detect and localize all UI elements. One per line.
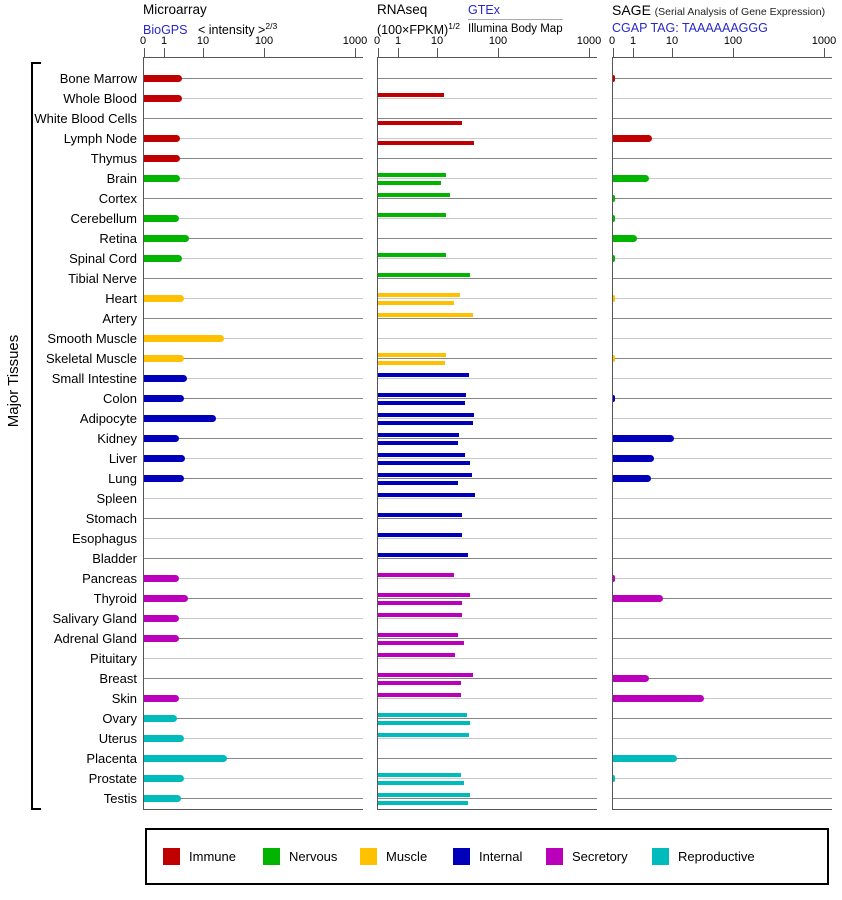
gridline [378, 558, 597, 559]
expression-bar-illumina [378, 141, 474, 146]
tissue-label: Ovary [102, 710, 137, 726]
gridline [378, 538, 597, 539]
rnaseq-title: RNAseq [377, 2, 428, 17]
expression-bar-sage [613, 395, 615, 402]
tissue-label: Spleen [96, 490, 137, 506]
gridline [613, 258, 832, 259]
gridline [378, 458, 597, 459]
legend-label: Reproductive [678, 849, 755, 864]
tissue-label: Lung [108, 470, 137, 486]
axis-tick-label: 10 [430, 35, 444, 47]
tissue-label: Stomach [85, 510, 137, 526]
gridline [613, 338, 832, 339]
gridline [613, 738, 832, 739]
gridline [378, 638, 597, 639]
legend-swatch-secretory [546, 848, 563, 865]
gridline [613, 778, 832, 779]
expression-bar-gtex [378, 173, 446, 178]
microarray-title: Microarray [143, 2, 207, 17]
major-tissues-label: Major Tissues [5, 334, 22, 428]
expression-bar-microarray [144, 255, 182, 262]
tissue-label: Adrenal Gland [53, 630, 137, 646]
gridline [613, 298, 832, 299]
tissue-label: Cortex [98, 190, 137, 206]
gridline [613, 398, 832, 399]
expression-bar-microarray [144, 755, 227, 762]
legend [145, 828, 829, 885]
tissue-label: Bone Marrow [59, 70, 137, 86]
axis-tick [164, 48, 165, 58]
expression-bar-microarray [144, 435, 179, 442]
expression-bar-gtex [378, 513, 462, 518]
gridline [378, 678, 597, 679]
expression-bar-gtex [378, 553, 468, 558]
gridline [378, 338, 597, 339]
axis-tick-label: 100 [254, 35, 274, 47]
expression-bar-gtex [378, 713, 467, 718]
expression-bar-gtex [378, 253, 446, 258]
gridline [144, 278, 363, 279]
expression-bar-gtex [378, 693, 461, 698]
gridline [613, 658, 832, 659]
gridline [613, 538, 832, 539]
tissue-label: Thyroid [93, 590, 137, 606]
axis-tick [144, 48, 145, 58]
tissue-bracket-bottom [31, 808, 41, 810]
gridline [378, 698, 597, 699]
expression-bar-gtex [378, 373, 469, 378]
gridline [613, 198, 832, 199]
gridline [378, 718, 597, 719]
expression-bar-sage [613, 455, 654, 462]
gridline [378, 298, 597, 299]
tissue-label: Prostate [88, 770, 137, 786]
axis-tick-label: 0 [373, 35, 381, 47]
gridline [378, 618, 597, 619]
tissue-label: Esophagus [71, 530, 137, 546]
expression-bar-microarray [144, 395, 184, 402]
gridline [613, 718, 832, 719]
gridline [378, 578, 597, 579]
expression-bar-illumina [378, 181, 441, 186]
tissue-label: Spinal Cord [69, 250, 137, 266]
gridline [613, 498, 832, 499]
legend-label: Internal [479, 849, 523, 864]
axis-tick [264, 48, 265, 58]
expression-bar-gtex [378, 653, 455, 658]
gridline [613, 378, 832, 379]
expression-bar-sage [613, 775, 615, 782]
gridline [378, 738, 597, 739]
gridline [144, 678, 363, 679]
gridline [144, 318, 363, 319]
expression-bar-illumina [378, 781, 464, 786]
tissue-label: Salivary Gland [52, 610, 137, 626]
axis-tick-label: 100 [723, 35, 743, 47]
expression-bar-gtex [378, 733, 469, 738]
expression-bar-illumina [378, 361, 445, 366]
expression-bar-microarray [144, 335, 224, 342]
expression-bar-gtex [378, 493, 475, 498]
expression-bar-microarray [144, 455, 185, 462]
gridline [378, 658, 597, 659]
tissue-label: Breast [99, 670, 137, 686]
gridline [378, 178, 597, 179]
tissue-label: Tibial Nerve [68, 270, 137, 286]
expression-bar-sage [613, 175, 649, 182]
sage-title: SAGE [612, 2, 651, 18]
axis-tick [498, 48, 499, 58]
expression-bar-microarray [144, 735, 184, 742]
sage-header [612, 2, 825, 36]
expression-bar-sage [613, 195, 615, 202]
gridline [613, 278, 832, 279]
expression-bar-gtex [378, 193, 450, 198]
expression-bar-illumina [378, 421, 473, 426]
expression-bar-microarray [144, 415, 216, 422]
gridline [613, 358, 832, 359]
axis-tick-label: 1 [629, 35, 637, 47]
expression-bar-microarray [144, 375, 187, 382]
biogps-link[interactable]: BioGPS [143, 23, 188, 38]
gridline [144, 658, 363, 659]
gridline [613, 418, 832, 419]
expression-bar-illumina [378, 401, 465, 406]
expression-bar-illumina [378, 601, 462, 606]
expression-bar-gtex [378, 673, 473, 678]
legend-swatch-internal [453, 848, 470, 865]
tissue-label: Cerebellum [70, 210, 137, 226]
expression-bar-illumina [378, 681, 461, 686]
expression-bar-microarray [144, 715, 177, 722]
legend-label: Muscle [386, 849, 428, 864]
illumina-body-map-label: Illumina Body Map [468, 23, 563, 35]
expression-bar-gtex [378, 413, 474, 418]
tissue-label: Whole Blood [63, 90, 137, 106]
tissue-label: Pituitary [90, 650, 137, 666]
expression-bar-microarray [144, 635, 179, 642]
expression-bar-gtex [378, 533, 462, 538]
legend-label: Immune [189, 849, 236, 864]
axis-tick [398, 48, 399, 58]
expression-bar-gtex [378, 293, 460, 298]
legend-swatch-muscle [360, 848, 377, 865]
expression-bar-microarray [144, 795, 181, 802]
gtex-underline [468, 19, 563, 20]
microarray-header [143, 2, 277, 38]
gridline [378, 98, 597, 99]
sage-note: (Serial Analysis of Gene Expression) [654, 6, 826, 18]
tissue-label: Lymph Node [63, 130, 137, 146]
axis-tick-label: 100 [488, 35, 508, 47]
axis-tick-label: 0 [139, 35, 147, 47]
expression-bar-gtex [378, 273, 470, 278]
tissue-label: Adipocyte [79, 410, 137, 426]
gridline [378, 438, 597, 439]
expression-bar-illumina [378, 641, 464, 646]
expression-bar-microarray [144, 355, 184, 362]
expression-bar-gtex [378, 393, 466, 398]
axis-tick [355, 48, 356, 58]
gridline [378, 498, 597, 499]
gridline [144, 538, 363, 539]
gridline [378, 358, 597, 359]
gridline [378, 518, 597, 519]
gridline [613, 558, 832, 559]
expression-bar-sage [613, 475, 651, 482]
expression-bar-microarray [144, 295, 184, 302]
rnaseq-header [377, 2, 460, 38]
expression-bar-sage [613, 295, 615, 302]
axis-tick-label: 1 [160, 35, 168, 47]
expression-bar-microarray [144, 615, 179, 622]
axis-tick-label: 1000 [811, 35, 837, 47]
cgap-link[interactable]: CGAP [612, 21, 648, 35]
gridline [613, 158, 832, 159]
expression-bar-microarray [144, 475, 184, 482]
gridline [378, 478, 597, 479]
expression-bar-gtex [378, 353, 446, 358]
axis-tick-label: 10 [196, 35, 210, 47]
axis-tick [633, 48, 634, 58]
expression-bar-illumina [378, 481, 458, 486]
expression-bar-illumina [378, 721, 470, 726]
legend-label: Nervous [289, 849, 338, 864]
axis-tick-label: 0 [608, 35, 616, 47]
tissue-label: Bladder [92, 550, 137, 566]
expression-bar-illumina [378, 441, 458, 446]
expression-bar-gtex [378, 93, 444, 98]
axis-tick [672, 48, 673, 58]
gridline [613, 238, 832, 239]
expression-bar-sage [613, 235, 637, 242]
gridline [613, 578, 832, 579]
expression-bar-gtex [378, 573, 454, 578]
microarray-panel [139, 35, 368, 810]
gridline [378, 158, 597, 159]
expression-bar-gtex [378, 633, 458, 638]
tissue-label: Thymus [90, 150, 137, 166]
expression-bar-sage [613, 255, 615, 262]
expression-bar-gtex [378, 453, 465, 458]
legend-swatch-immune [163, 848, 180, 865]
expression-bar-microarray [144, 215, 179, 222]
expression-bar-microarray [144, 235, 189, 242]
expression-bar-microarray [144, 135, 180, 142]
tissue-label: Skin [111, 690, 137, 706]
tissue-label: Brain [106, 170, 137, 186]
rnaseq-scale-label: (100×FPKM)$^{1/2}$ [377, 21, 461, 38]
tissue-label: Colon [103, 390, 137, 406]
tissue-label: Liver [108, 450, 137, 466]
axis-tick [437, 48, 438, 58]
axis-tick [733, 48, 734, 58]
gridline [378, 258, 597, 259]
axis-tick [203, 48, 204, 58]
expression-bar-gtex [378, 473, 472, 478]
gridline [613, 318, 832, 319]
gridline [613, 798, 832, 799]
axis-tick [589, 48, 590, 58]
tissue-label: Skeletal Muscle [45, 350, 137, 366]
gridline [144, 718, 363, 719]
gridline [613, 518, 832, 519]
legend-swatch-reproductive [652, 848, 669, 865]
expression-bar-microarray [144, 595, 188, 602]
expression-bar-gtex [378, 213, 446, 218]
gridline [378, 378, 597, 379]
gridline [144, 198, 363, 199]
expression-bar-microarray [144, 75, 182, 82]
gridline [613, 218, 832, 219]
rnaseq-panel [373, 35, 602, 810]
expression-bar-sage [613, 575, 615, 582]
rnaseq-sources-header [468, 2, 563, 37]
axis-tick [613, 48, 614, 58]
tissue-label: Pancreas [82, 570, 137, 586]
gridline [378, 318, 597, 319]
gtex-link[interactable]: GTEx [468, 3, 500, 17]
expression-bar-microarray [144, 175, 180, 182]
gridline [378, 418, 597, 419]
tissue-label: Placenta [86, 750, 137, 766]
expression-bar-microarray [144, 775, 184, 782]
expression-bar-sage [613, 595, 663, 602]
tissue-bracket-top [31, 62, 41, 64]
expression-bar-microarray [144, 575, 179, 582]
tissue-label: Heart [105, 290, 137, 306]
gridline [144, 558, 363, 559]
tissue-label: Retina [99, 230, 137, 246]
tissue-label: White Blood Cells [34, 110, 137, 126]
gridline [378, 758, 597, 759]
gridline [613, 98, 832, 99]
axis-tick [824, 48, 825, 58]
tissue-label: Uterus [98, 730, 137, 746]
expression-bar-illumina [378, 801, 468, 806]
expression-bar-microarray [144, 695, 179, 702]
axis-tick-label: 10 [665, 35, 679, 47]
expression-bar-illumina [378, 301, 454, 306]
tissue-label: Small Intestine [51, 370, 137, 386]
tissue-label: Artery [102, 310, 137, 326]
gridline [378, 138, 597, 139]
expression-bar-gtex [378, 593, 470, 598]
gridline [144, 518, 363, 519]
gridline [613, 638, 832, 639]
microarray-scale-label: < intensity >$^{2/3}$ [197, 21, 278, 38]
expression-bar-illumina [378, 461, 470, 466]
legend-swatch-nervous [263, 848, 280, 865]
axis-tick-label: 1000 [342, 35, 368, 47]
sage-panel [608, 35, 837, 810]
gridline [378, 778, 597, 779]
tissue-label: Testis [103, 790, 137, 806]
gridline [613, 118, 832, 119]
expression-bar-sage [613, 675, 649, 682]
expression-bar-sage [613, 215, 615, 222]
expression-bar-sage [613, 755, 677, 762]
expression-bar-gtex [378, 313, 473, 318]
expression-bar-microarray [144, 155, 180, 162]
expression-bar-sage [613, 435, 674, 442]
legend-label: Secretory [572, 849, 628, 864]
expression-bar-gtex [378, 613, 462, 618]
gridline [613, 618, 832, 619]
expression-bar-microarray [144, 95, 182, 102]
axis-tick-label: 1000 [576, 35, 602, 47]
gridline [378, 398, 597, 399]
gridline [378, 598, 597, 599]
expression-bar-gtex [378, 433, 459, 438]
gridline [378, 798, 597, 799]
tissue-label: Smooth Muscle [47, 330, 137, 346]
gridline [378, 218, 597, 219]
expression-bar-sage [613, 75, 615, 82]
gridline [378, 278, 597, 279]
gridline [144, 498, 363, 499]
gridline [378, 238, 597, 239]
axis-tick-label: 1 [394, 35, 402, 47]
expression-bar-gtex [378, 793, 470, 798]
gridline [613, 78, 832, 79]
gridline [378, 78, 597, 79]
sage-tag-label: TAG: TAAAAAAGGG [650, 21, 768, 35]
expression-bar-sage [613, 695, 704, 702]
expression-bar-gtex [378, 773, 461, 778]
expression-bar-illumina [378, 121, 462, 126]
expression-bar-sage [613, 135, 652, 142]
gridline [378, 198, 597, 199]
axis-tick [378, 48, 379, 58]
expression-bar-sage [613, 355, 615, 362]
gridline [378, 118, 597, 119]
gridline [144, 118, 363, 119]
tissue-label: Kidney [97, 430, 137, 446]
